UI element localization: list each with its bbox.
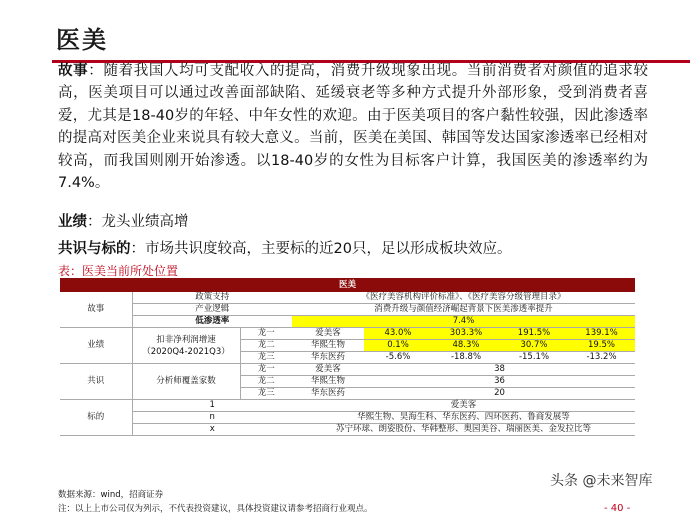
perf-company: 华熙生物	[292, 340, 364, 352]
consensus-line	[58, 237, 511, 258]
cons-rank: 龙一	[240, 364, 292, 376]
table-row	[60, 316, 635, 328]
perf-metric-line1: 扣非净利润增速	[156, 334, 216, 345]
perf-value: 139.1%	[568, 328, 635, 340]
policy-label: 政策支持	[132, 292, 292, 304]
perf-group-cell: 业绩	[60, 328, 132, 364]
perf-metric-line2: （2020Q4-2021Q3）	[142, 346, 230, 357]
performance-text: ：龙头业绩高增	[87, 214, 189, 230]
perf-value: 43.0%	[364, 328, 432, 340]
cons-metric-cell: 分析师覆盖家数	[132, 364, 240, 400]
watermark: 头条 @未来智库	[550, 473, 653, 489]
perf-company: 华东医药	[292, 352, 364, 364]
policy-value: 《医疗美容机构评价标准》、《医疗美容分级管理目录》	[292, 292, 635, 304]
perf-value: 30.7%	[500, 340, 568, 352]
perf-rank: 龙一	[240, 328, 292, 340]
cons-company: 华熙生物	[292, 376, 364, 388]
story-text: ：随着我国人均可支配收入的提高，消费升级现象出现。当前消费者对颜值的追求较高，医美项目可以通过改善面部缺陷、延缓衰老等多种方式提升外部形象，受到消费者喜爱，尤其是18-40岁的年轻、中年女性的欢迎。由于医美项目的客户黏性较强，因此渗透率的提高对医美企业来说具有较大意义。当前，医美在美国、韩国等发达国家渗透率已经相对较高，而我国则刚开始渗透。以18-40岁的女性为目标客户计算，我国医美的渗透率约为7.4%。	[58, 63, 649, 192]
perf-value: -13.2%	[568, 352, 635, 364]
disclaimer: 注：以上上市公司仅为列示，不代表投资建议，具体投资建议请参考招商行业观点。	[58, 504, 373, 514]
target-key: n	[132, 412, 292, 424]
penetration-value: 7.4%	[292, 316, 635, 328]
perf-rank: 龙二	[240, 340, 292, 352]
table-row	[60, 304, 635, 316]
performance-line	[58, 210, 189, 231]
target-value: 华熙生物、昊海生科、华东医药、四环医药、鲁商发展等	[292, 412, 635, 424]
cons-rank: 龙三	[240, 388, 292, 400]
page-number: - 40 -	[604, 503, 631, 514]
source-note: 数据来源：wind，招商证券	[58, 490, 164, 500]
perf-company: 爱美客	[292, 328, 364, 340]
target-value: 爱美客	[292, 400, 635, 412]
perf-value: -15.1%	[500, 352, 568, 364]
story-group-cell: 故事	[60, 292, 132, 328]
cons-company: 爱美客	[292, 364, 364, 376]
position-table	[60, 278, 635, 436]
perf-value: -5.6%	[364, 352, 432, 364]
cons-rank: 龙二	[240, 376, 292, 388]
logic-label: 产业逻辑	[132, 304, 292, 316]
table-row	[60, 292, 635, 304]
table-header-row	[60, 278, 635, 292]
table-header: 医美	[60, 278, 635, 292]
table-row	[60, 328, 635, 340]
target-key: 1	[132, 400, 292, 412]
table-caption: 表：医美当前所处位置	[58, 264, 179, 278]
table-row	[60, 400, 635, 412]
cons-value: 36	[364, 376, 635, 388]
perf-value: 191.5%	[500, 328, 568, 340]
penetration-label: 低渗透率	[132, 316, 292, 328]
target-key: x	[132, 424, 292, 436]
title-bar	[52, 16, 690, 56]
table-row	[60, 364, 635, 376]
performance-label: 业绩	[58, 214, 87, 230]
perf-value: 303.3%	[432, 328, 500, 340]
perf-value: 19.5%	[568, 340, 635, 352]
perf-metric-cell	[132, 328, 240, 364]
perf-rank: 龙三	[240, 352, 292, 364]
target-group-cell: 标的	[60, 400, 132, 436]
consensus-text: ：市场共识度较高，主要标的近20只，足以形成板块效应。	[130, 241, 512, 257]
cons-value: 20	[364, 388, 635, 400]
perf-value: 48.3%	[432, 340, 500, 352]
target-value: 苏宁环球、朗姿股份、华韩整形、奥园美谷、瑞丽医美、金发拉比等	[292, 424, 635, 436]
perf-value: 0.1%	[364, 340, 432, 352]
perf-value: -18.8%	[432, 352, 500, 364]
cons-company: 华东医药	[292, 388, 364, 400]
cons-group-cell: 共识	[60, 364, 132, 400]
page-title: 医美	[56, 26, 108, 54]
table-row	[60, 412, 635, 424]
logic-value: 消费升级与颜值经济崛起背景下医美渗透率提升	[292, 304, 635, 316]
cons-value: 38	[364, 364, 635, 376]
story-paragraph	[58, 60, 648, 194]
story-label: 故事	[58, 63, 89, 79]
consensus-label: 共识与标的	[58, 241, 131, 257]
table-row	[60, 424, 635, 436]
